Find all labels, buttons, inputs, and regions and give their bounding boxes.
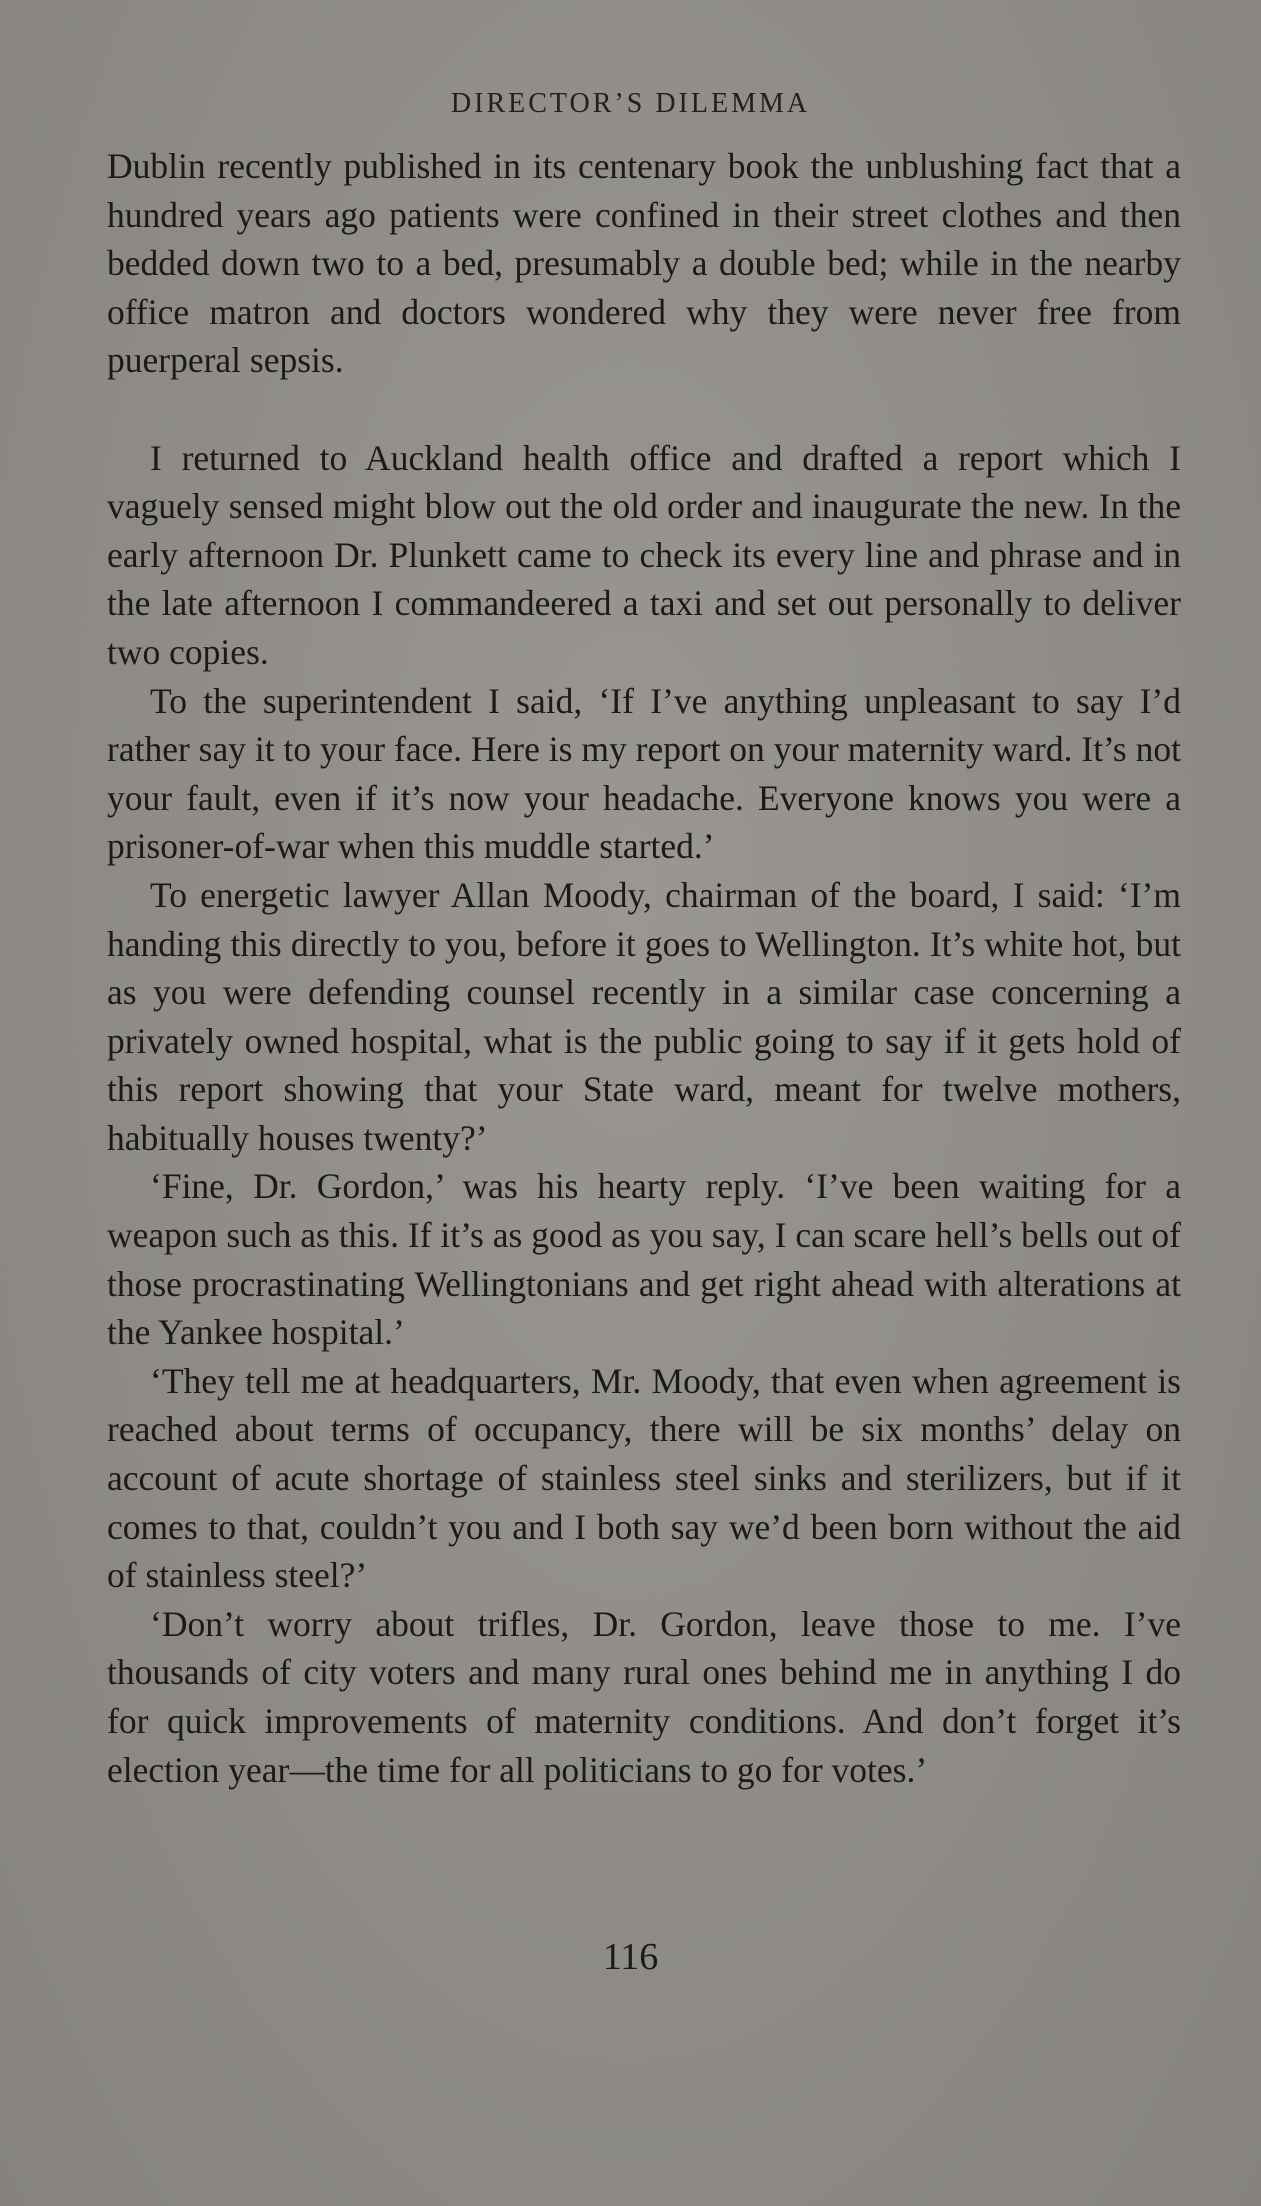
body-text (107, 142, 1181, 1794)
paragraph-3: To the superintendent I said, ‘If I’ve anything unpleasant to say I’d rather say it to your face. Here is my report on your maternity ward. It’s not your fault, even if it’s now your headache. Everyone knows you were a prisoner-of-war when this muddle started.’ (107, 680, 1181, 867)
paragraph-2: I returned to Auckland health office and drafted a report which I vaguely sensed might blow out the old order and inaugurate the new. In the early afternoon Dr. Plunkett came to check its every line and phrase and in the late afternoon I commandeered a taxi and set out personally to deliver two copies. (107, 437, 1181, 672)
running-head: DIRECTOR’S DILEMMA (450, 88, 811, 119)
paragraph-5: ‘Fine, Dr. Gordon,’ was his hearty reply. ‘I’ve been waiting for a weapon such as this. If it’s as good as you say, I can scare hell’s bells out of those procrastinating Wellingtonians and get right ahead with alterations at the Yankee hospital.’ (107, 1166, 1181, 1353)
paragraph-7: ‘Don’t worry about trifles, Dr. Gordon, leave those to me. I’ve thousands of city voters and many rural ones behind me in anything I do for quick improvements of maternity conditions. And don’t forget it’s election year—the time for all politicians to go for votes.’ (107, 1603, 1181, 1790)
paragraph-1: Dublin recently published in its centenary book the unblushing fact that a hundred years ago patients were confined in their street clothes and then bedded down two to a bed, presumably a double bed; while in the nearby office matron and doctors wondered why they were never free from puerperal sepsis. (107, 146, 1181, 381)
paragraph-6: ‘They tell me at headquarters, Mr. Moody, that even when agreement is reached about terms of occupancy, there will be six months’ delay on account of acute shortage of stainless steel sinks and sterilizers, but if it comes to that, couldn’t you and I both say we’d been born without the aid of stainless steel?’ (107, 1360, 1181, 1596)
paragraph-4: To energetic lawyer Allan Moody, chairman of the board, I said: ‘I’m handing this directly to you, before it goes to Wellington. It’s white hot, but as you were defending counsel recently in a similar case concerning a privately owned hospital, what is the public going to say if it gets hold of this report showing that your State ward, meant for twelve mothers, habitually houses twenty?’ (107, 874, 1181, 1158)
page-number: 116 (602, 1936, 659, 1978)
